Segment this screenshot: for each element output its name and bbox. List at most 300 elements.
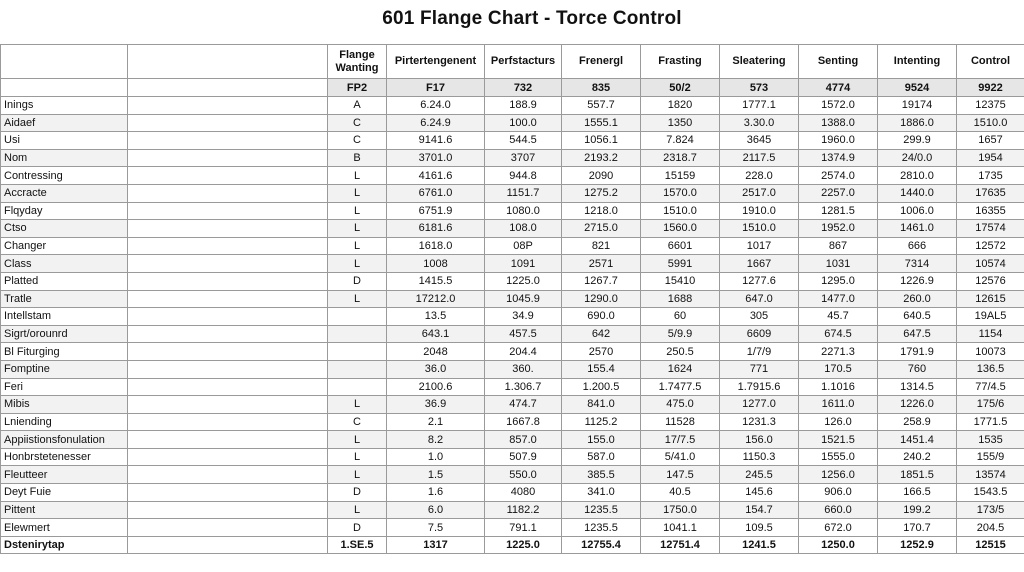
value-cell: 6751.9 — [387, 202, 485, 220]
value-cell: 5/9.9 — [641, 325, 720, 343]
value-cell: 1231.3 — [720, 413, 799, 431]
value-cell: 2257.0 — [799, 184, 878, 202]
row-blank-cell — [128, 255, 328, 273]
value-cell: 3701.0 — [387, 149, 485, 167]
value-cell: 690.0 — [562, 308, 641, 326]
subheader-cell: 4774 — [799, 79, 878, 97]
value-cell: 841.0 — [562, 396, 641, 414]
subheader-cell: 835 — [562, 79, 641, 97]
value-cell: 643.1 — [387, 325, 485, 343]
value-cell: 156.0 — [720, 431, 799, 449]
value-cell: 109.5 — [720, 519, 799, 537]
value-cell: 15159 — [641, 167, 720, 185]
value-cell: 1154 — [957, 325, 1024, 343]
subheader-cell: 50/2 — [641, 79, 720, 97]
row-label: Ctso — [1, 220, 128, 238]
value-cell: 857.0 — [485, 431, 562, 449]
value-cell: 19AL5 — [957, 308, 1024, 326]
row-blank-cell — [128, 114, 328, 132]
row-label: Class — [1, 255, 128, 273]
row-code — [328, 378, 387, 396]
table-row — [1, 484, 1024, 502]
value-cell: 385.5 — [562, 466, 641, 484]
value-cell: 45.7 — [799, 308, 878, 326]
value-cell: 1657 — [957, 132, 1024, 150]
value-cell: 672.0 — [799, 519, 878, 537]
value-cell: 199.2 — [878, 501, 957, 519]
value-cell: 34.9 — [485, 308, 562, 326]
value-cell: 5/41.0 — [641, 448, 720, 466]
value-cell: 10073 — [957, 343, 1024, 361]
table-row — [1, 308, 1024, 326]
value-cell: 1.1016 — [799, 378, 878, 396]
value-cell: 12615 — [957, 290, 1024, 308]
table-row — [1, 501, 1024, 519]
row-code — [328, 360, 387, 378]
row-label: Feri — [1, 378, 128, 396]
table-row — [1, 132, 1024, 150]
table-row — [1, 97, 1024, 115]
row-label: Platted — [1, 272, 128, 290]
value-cell: 1510.0 — [957, 114, 1024, 132]
value-cell: 1791.9 — [878, 343, 957, 361]
value-cell: 360. — [485, 360, 562, 378]
value-cell: 5991 — [641, 255, 720, 273]
table-row — [1, 466, 1024, 484]
row-code: 1.SE.5 — [328, 536, 387, 554]
value-cell: 1960.0 — [799, 132, 878, 150]
subheader-cell: F17 — [387, 79, 485, 97]
row-label: Elewmert — [1, 519, 128, 537]
value-cell: 1317 — [387, 536, 485, 554]
row-code: L — [328, 466, 387, 484]
footer-row — [1, 536, 1024, 554]
value-cell: 1555.1 — [562, 114, 641, 132]
value-cell: 1510.0 — [641, 202, 720, 220]
row-blank-cell — [128, 396, 328, 414]
table-row — [1, 255, 1024, 273]
table-row — [1, 220, 1024, 238]
value-cell: 474.7 — [485, 396, 562, 414]
value-cell: 245.5 — [720, 466, 799, 484]
value-cell: 2570 — [562, 343, 641, 361]
value-cell: 1572.0 — [799, 97, 878, 115]
value-cell: 6181.6 — [387, 220, 485, 238]
value-cell: 944.8 — [485, 167, 562, 185]
subheader-cell: 732 — [485, 79, 562, 97]
value-cell: 2090 — [562, 167, 641, 185]
table-row — [1, 360, 1024, 378]
value-cell: 1290.0 — [562, 290, 641, 308]
row-blank-cell — [128, 501, 328, 519]
row-label: Nom — [1, 149, 128, 167]
value-cell: 36.0 — [387, 360, 485, 378]
value-cell: 6.24.0 — [387, 97, 485, 115]
value-cell: 1250.0 — [799, 536, 878, 554]
row-label: Pittent — [1, 501, 128, 519]
value-cell: 08P — [485, 237, 562, 255]
row-blank-cell — [128, 448, 328, 466]
value-cell: 170.7 — [878, 519, 957, 537]
value-cell: 108.0 — [485, 220, 562, 238]
value-cell: 24/0.0 — [878, 149, 957, 167]
value-cell: 299.9 — [878, 132, 957, 150]
value-cell: 3.30.0 — [720, 114, 799, 132]
value-cell: 550.0 — [485, 466, 562, 484]
value-cell: 647.5 — [878, 325, 957, 343]
value-cell: 2318.7 — [641, 149, 720, 167]
value-cell: 9141.6 — [387, 132, 485, 150]
row-code: D — [328, 484, 387, 502]
row-code: L — [328, 220, 387, 238]
value-cell: 2571 — [562, 255, 641, 273]
column-header: Frenergl — [562, 45, 641, 79]
value-cell: 2048 — [387, 343, 485, 361]
value-cell: 15410 — [641, 272, 720, 290]
row-blank-cell — [128, 149, 328, 167]
value-cell: 1535 — [957, 431, 1024, 449]
row-label: Fleutteer — [1, 466, 128, 484]
value-cell: 1461.0 — [878, 220, 957, 238]
row-blank-cell — [128, 360, 328, 378]
value-cell: 1/7/9 — [720, 343, 799, 361]
table-row — [1, 343, 1024, 361]
value-cell: 1771.5 — [957, 413, 1024, 431]
value-cell: 40.5 — [641, 484, 720, 502]
value-cell: 1225.0 — [485, 536, 562, 554]
value-cell: 1150.3 — [720, 448, 799, 466]
column-header: Senting — [799, 45, 878, 79]
value-cell: 12572 — [957, 237, 1024, 255]
value-cell: 1235.5 — [562, 501, 641, 519]
value-cell: 1235.5 — [562, 519, 641, 537]
row-code: L — [328, 396, 387, 414]
table-row — [1, 378, 1024, 396]
value-cell: 126.0 — [799, 413, 878, 431]
row-code: C — [328, 413, 387, 431]
column-header: Frasting — [641, 45, 720, 79]
value-cell: 6761.0 — [387, 184, 485, 202]
value-cell: 100.0 — [485, 114, 562, 132]
table-row — [1, 149, 1024, 167]
value-cell: 154.7 — [720, 501, 799, 519]
value-cell: 12751.4 — [641, 536, 720, 554]
value-cell: 1041.1 — [641, 519, 720, 537]
table-row — [1, 167, 1024, 185]
subheader-cell: FP2 — [328, 79, 387, 97]
value-cell: 6601 — [641, 237, 720, 255]
table-row — [1, 114, 1024, 132]
row-code — [328, 325, 387, 343]
row-code: L — [328, 184, 387, 202]
column-header: Control — [957, 45, 1024, 79]
row-code — [328, 308, 387, 326]
value-cell: 147.5 — [641, 466, 720, 484]
value-cell: 260.0 — [878, 290, 957, 308]
row-blank-cell — [128, 378, 328, 396]
value-cell: 1521.5 — [799, 431, 878, 449]
value-cell: 204.4 — [485, 343, 562, 361]
row-blank-cell — [128, 290, 328, 308]
value-cell: 17/7.5 — [641, 431, 720, 449]
subheader-cell: 9524 — [878, 79, 957, 97]
table-row — [1, 237, 1024, 255]
value-cell: 2100.6 — [387, 378, 485, 396]
value-cell: 1886.0 — [878, 114, 957, 132]
value-cell: 250.5 — [641, 343, 720, 361]
row-label: Accracte — [1, 184, 128, 202]
column-header: Perfstacturs — [485, 45, 562, 79]
value-cell: 821 — [562, 237, 641, 255]
row-label: Inings — [1, 97, 128, 115]
row-label: Deyt Fuie — [1, 484, 128, 502]
value-cell: 1017 — [720, 237, 799, 255]
value-cell: 1451.4 — [878, 431, 957, 449]
value-cell: 1618.0 — [387, 237, 485, 255]
value-cell: 1477.0 — [799, 290, 878, 308]
value-cell: 1350 — [641, 114, 720, 132]
value-cell: 145.6 — [720, 484, 799, 502]
column-header-flange-wanting: Flange Wanting — [328, 45, 387, 79]
value-cell: 1910.0 — [720, 202, 799, 220]
value-cell: 475.0 — [641, 396, 720, 414]
column-header-row — [1, 45, 1024, 79]
subheader-blank-cell — [128, 79, 328, 97]
subheader-row — [1, 79, 1024, 97]
row-code: C — [328, 132, 387, 150]
row-label: Tratle — [1, 290, 128, 308]
column-header: Sleatering — [720, 45, 799, 79]
value-cell: 4080 — [485, 484, 562, 502]
value-cell: 1820 — [641, 97, 720, 115]
table-row — [1, 325, 1024, 343]
value-cell: 1267.7 — [562, 272, 641, 290]
value-cell: 8.2 — [387, 431, 485, 449]
row-label: Flqyday — [1, 202, 128, 220]
value-cell: 173/5 — [957, 501, 1024, 519]
row-blank-cell — [128, 132, 328, 150]
value-cell: 6.0 — [387, 501, 485, 519]
value-cell: 17212.0 — [387, 290, 485, 308]
table-row — [1, 396, 1024, 414]
row-code: L — [328, 431, 387, 449]
value-cell: 12515 — [957, 536, 1024, 554]
value-cell: 1091 — [485, 255, 562, 273]
value-cell: 77/4.5 — [957, 378, 1024, 396]
row-blank-cell — [128, 536, 328, 554]
table-row — [1, 413, 1024, 431]
value-cell: 1226.9 — [878, 272, 957, 290]
value-cell: 1415.5 — [387, 272, 485, 290]
row-label: Changer — [1, 237, 128, 255]
value-cell: 674.5 — [799, 325, 878, 343]
value-cell: 1056.1 — [562, 132, 641, 150]
value-cell: 791.1 — [485, 519, 562, 537]
value-cell: 60 — [641, 308, 720, 326]
value-cell: 7.824 — [641, 132, 720, 150]
flange-chart-table — [0, 44, 1024, 554]
value-cell: 1080.0 — [485, 202, 562, 220]
value-cell: 1.6 — [387, 484, 485, 502]
value-cell: 771 — [720, 360, 799, 378]
column-header: Pirtertengenent — [387, 45, 485, 79]
value-cell: 7.5 — [387, 519, 485, 537]
subheader-cell: 9922 — [957, 79, 1024, 97]
value-cell: 1851.5 — [878, 466, 957, 484]
value-cell: 1954 — [957, 149, 1024, 167]
value-cell: 1277.6 — [720, 272, 799, 290]
value-cell: 1555.0 — [799, 448, 878, 466]
value-cell: 557.7 — [562, 97, 641, 115]
value-cell: 7314 — [878, 255, 957, 273]
subheader-blank-cell — [1, 79, 128, 97]
value-cell: 1750.0 — [641, 501, 720, 519]
value-cell: 1667.8 — [485, 413, 562, 431]
value-cell: 1570.0 — [641, 184, 720, 202]
row-blank-cell — [128, 484, 328, 502]
value-cell: 1.200.5 — [562, 378, 641, 396]
value-cell: 1226.0 — [878, 396, 957, 414]
row-code: L — [328, 202, 387, 220]
row-code: L — [328, 237, 387, 255]
header-blank-cell — [1, 45, 128, 79]
value-cell: 1252.9 — [878, 536, 957, 554]
row-code: A — [328, 97, 387, 115]
row-blank-cell — [128, 413, 328, 431]
value-cell: 12375 — [957, 97, 1024, 115]
row-label: Contressing — [1, 167, 128, 185]
value-cell: 155.0 — [562, 431, 641, 449]
value-cell: 1952.0 — [799, 220, 878, 238]
value-cell: 1688 — [641, 290, 720, 308]
value-cell: 1510.0 — [720, 220, 799, 238]
value-cell: 1440.0 — [878, 184, 957, 202]
table-row — [1, 448, 1024, 466]
value-cell: 1225.0 — [485, 272, 562, 290]
row-blank-cell — [128, 167, 328, 185]
row-blank-cell — [128, 220, 328, 238]
row-code: D — [328, 519, 387, 537]
column-header: Intenting — [878, 45, 957, 79]
value-cell: 11528 — [641, 413, 720, 431]
row-blank-cell — [128, 184, 328, 202]
value-cell: 1031 — [799, 255, 878, 273]
value-cell: 12755.4 — [562, 536, 641, 554]
row-blank-cell — [128, 308, 328, 326]
value-cell: 13.5 — [387, 308, 485, 326]
value-cell: 457.5 — [485, 325, 562, 343]
row-code: L — [328, 255, 387, 273]
row-label: Usi — [1, 132, 128, 150]
value-cell: 1008 — [387, 255, 485, 273]
row-code: B — [328, 149, 387, 167]
value-cell: 4161.6 — [387, 167, 485, 185]
value-cell: 1560.0 — [641, 220, 720, 238]
value-cell: 760 — [878, 360, 957, 378]
table-row — [1, 519, 1024, 537]
value-cell: 544.5 — [485, 132, 562, 150]
value-cell: 1277.0 — [720, 396, 799, 414]
value-cell: 175/6 — [957, 396, 1024, 414]
value-cell: 1611.0 — [799, 396, 878, 414]
row-label: Honbrstetenesser — [1, 448, 128, 466]
page-title: 601 Flange Chart - Torce Control — [382, 8, 682, 29]
value-cell: 1281.5 — [799, 202, 878, 220]
value-cell: 1045.9 — [485, 290, 562, 308]
row-label: Intellstam — [1, 308, 128, 326]
value-cell: 1624 — [641, 360, 720, 378]
value-cell: 1151.7 — [485, 184, 562, 202]
row-code: C — [328, 114, 387, 132]
row-code: L — [328, 448, 387, 466]
value-cell: 10574 — [957, 255, 1024, 273]
row-label: Sigrt/orounrd — [1, 325, 128, 343]
value-cell: 1182.2 — [485, 501, 562, 519]
row-code: D — [328, 272, 387, 290]
value-cell: 1125.2 — [562, 413, 641, 431]
value-cell: 647.0 — [720, 290, 799, 308]
value-cell: 228.0 — [720, 167, 799, 185]
value-cell: 2193.2 — [562, 149, 641, 167]
value-cell: 867 — [799, 237, 878, 255]
value-cell: 666 — [878, 237, 957, 255]
value-cell: 2574.0 — [799, 167, 878, 185]
value-cell: 2810.0 — [878, 167, 957, 185]
row-label: Fomptine — [1, 360, 128, 378]
row-blank-cell — [128, 343, 328, 361]
value-cell: 1275.2 — [562, 184, 641, 202]
row-label: Mibis — [1, 396, 128, 414]
value-cell: 155.4 — [562, 360, 641, 378]
value-cell: 1006.0 — [878, 202, 957, 220]
row-blank-cell — [128, 202, 328, 220]
value-cell: 136.5 — [957, 360, 1024, 378]
row-label: Bl Fiturging — [1, 343, 128, 361]
value-cell: 188.9 — [485, 97, 562, 115]
value-cell: 642 — [562, 325, 641, 343]
value-cell: 16355 — [957, 202, 1024, 220]
value-cell: 1.0 — [387, 448, 485, 466]
table-row — [1, 272, 1024, 290]
row-blank-cell — [128, 272, 328, 290]
value-cell: 17635 — [957, 184, 1024, 202]
value-cell: 1543.5 — [957, 484, 1024, 502]
value-cell: 906.0 — [799, 484, 878, 502]
value-cell: 2715.0 — [562, 220, 641, 238]
value-cell: 1388.0 — [799, 114, 878, 132]
value-cell: 6.24.9 — [387, 114, 485, 132]
value-cell: 660.0 — [799, 501, 878, 519]
value-cell: 1295.0 — [799, 272, 878, 290]
value-cell: 17574 — [957, 220, 1024, 238]
header-blank-cell — [128, 45, 328, 79]
value-cell: 240.2 — [878, 448, 957, 466]
row-code: L — [328, 501, 387, 519]
value-cell: 3707 — [485, 149, 562, 167]
value-cell: 640.5 — [878, 308, 957, 326]
value-cell: 12576 — [957, 272, 1024, 290]
table-row — [1, 290, 1024, 308]
row-blank-cell — [128, 325, 328, 343]
value-cell: 587.0 — [562, 448, 641, 466]
value-cell: 1.7915.6 — [720, 378, 799, 396]
value-cell: 166.5 — [878, 484, 957, 502]
value-cell: 19174 — [878, 97, 957, 115]
row-code: L — [328, 290, 387, 308]
value-cell: 6609 — [720, 325, 799, 343]
table-row — [1, 184, 1024, 202]
row-label: Appiistionsfonulation — [1, 431, 128, 449]
